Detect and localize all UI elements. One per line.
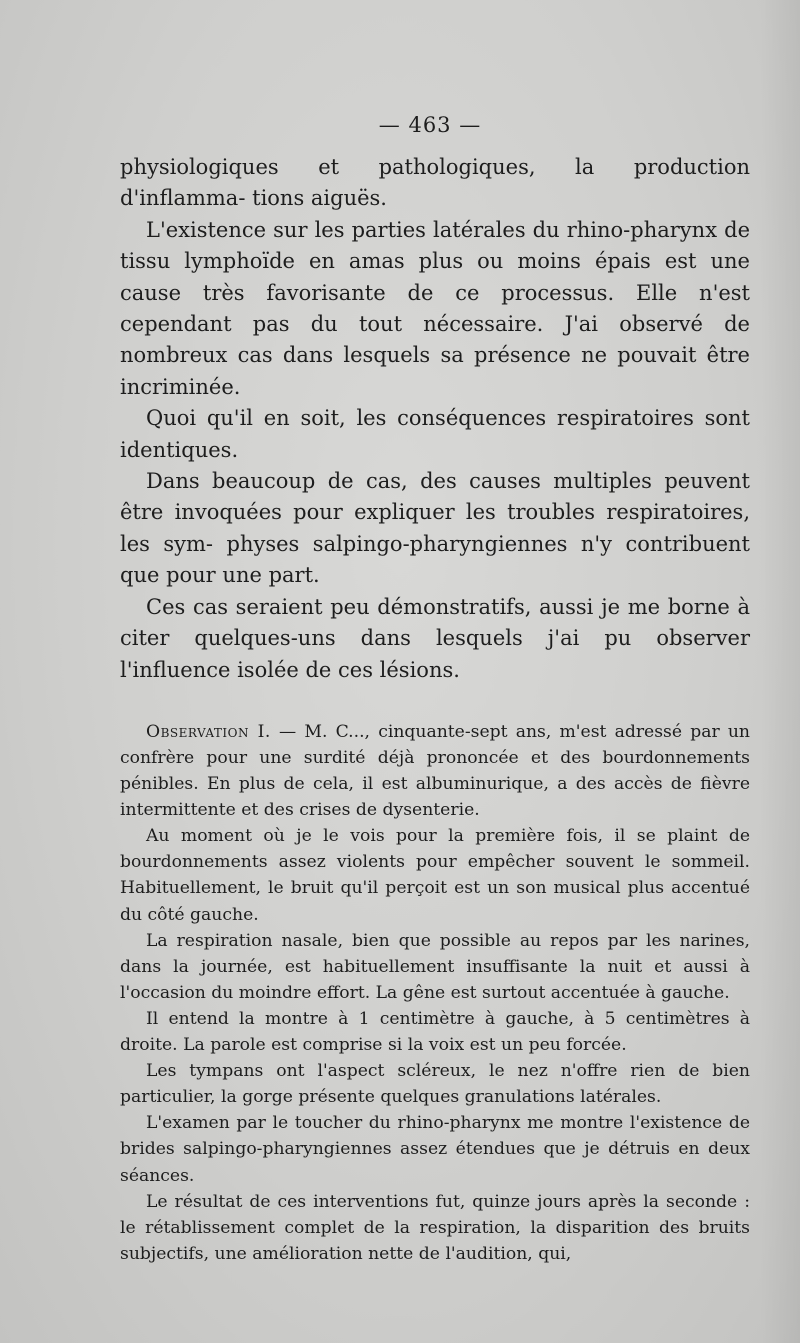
observation-paragraph-3: Il entend la montre à 1 centimètre à gauche, à 5 centimètres à droite. La parole est comprise si la voix est un peu forcée.	[120, 1008, 750, 1056]
paragraph-4-line-1: Dans beaucoup de cas, des causes multiples peuvent être	[120, 469, 750, 525]
observation-paragraph-6: Le résultat de ces interventions fut, quinze jours après la seconde : le rétablissement complet de la respiration, la disparition des bruits subjectifs, une amélioration nette de l'audition, qui,	[120, 1191, 750, 1264]
paragraph-1-line-1: physiologiques et pathologiques, la production d'inflamma-	[120, 155, 750, 211]
paragraph-1-line-2: tions aiguës.	[252, 186, 387, 211]
observation-section	[120, 719, 750, 1267]
paragraph-5	[120, 592, 750, 686]
observation-intro-text: — M. C..., cinquante-sept ans, m'est adressé par un confrère pour une surdité déjà prononcée et des bourdonnements pénibles. En plus de cela, il est albuminurique, a des accès de fièvre intermittente et des crises de dysenterie.	[120, 721, 750, 821]
paragraph-4	[120, 466, 750, 592]
paragraph-4-line-3: physes salpingo-pharyngiennes n'y contribuent que pour	[120, 531, 750, 588]
paragraph-2-line-5: sa présence ne pouvait être incriminée.	[120, 343, 750, 399]
paragraph-5-line-3: isolée de ces lésions.	[237, 657, 460, 682]
paragraph-4-line-4: une part.	[222, 563, 320, 588]
paragraph-2-line-4: tout nécessaire. J'ai observé de nombreux cas dans lesquels	[120, 312, 750, 368]
paragraph-5-line-2: citer quelques-uns dans lesquels j'ai pu observer l'influence	[120, 626, 750, 682]
text-body	[120, 152, 750, 1267]
paragraph-2-line-2: tissu lymphoïde en amas plus ou moins épais est une cause	[120, 249, 750, 305]
main-text	[120, 152, 750, 686]
paragraph-1	[120, 152, 750, 215]
paragraph-5-line-1: Ces cas seraient peu démonstratifs, aussi je me borne à	[146, 594, 750, 619]
observation-intro	[120, 719, 750, 823]
paragraph-2	[120, 215, 750, 403]
paragraph-2-line-1: L'existence sur les parties latérales du rhino-pharynx de	[146, 217, 750, 242]
observation-paragraph-1: Au moment où je le vois pour la première fois, il se plaint de bourdonnements assez violents pour empêcher souvent le sommeil. Habituellement, le bruit qu'il perçoit est un son musical plus accentué du côté gauche.	[120, 826, 750, 925]
observation-paragraph-2: La respiration nasale, bien que possible au repos par les narines, dans la journée, est habituellement insuffisante la nuit et aussi à l'occasion du moindre effort. La gêne est surtout accentuée à gauche.	[120, 930, 750, 1003]
paragraph-3-line-1: Quoi qu'il en soit, les conséquences respiratoires sont	[146, 406, 750, 431]
observation-paragraph-5: L'examen par le toucher du rhino-pharynx me montre l'existence de brides salpingo-pharyngiennes assez étendues que je détruis en deux séances.	[120, 1113, 750, 1186]
paragraph-2-line-3: très favorisante de ce processus. Elle n'est cependant pas du	[120, 280, 750, 337]
paragraph-4-line-2: invoquées pour expliquer les troubles respiratoires, les sym-	[120, 500, 750, 556]
observation-label: Observation I.	[146, 721, 271, 742]
scan-edge-shading	[760, 0, 800, 1343]
paragraph-3-line-2: identiques.	[120, 437, 239, 462]
paragraph-3	[120, 403, 750, 466]
observation-paragraph-4: Les tympans ont l'aspect scléreux, le nez n'offre rien de bien particulier, la gorge présente quelques granulations latérales.	[120, 1061, 750, 1108]
page-number: — 463 —	[378, 113, 482, 137]
